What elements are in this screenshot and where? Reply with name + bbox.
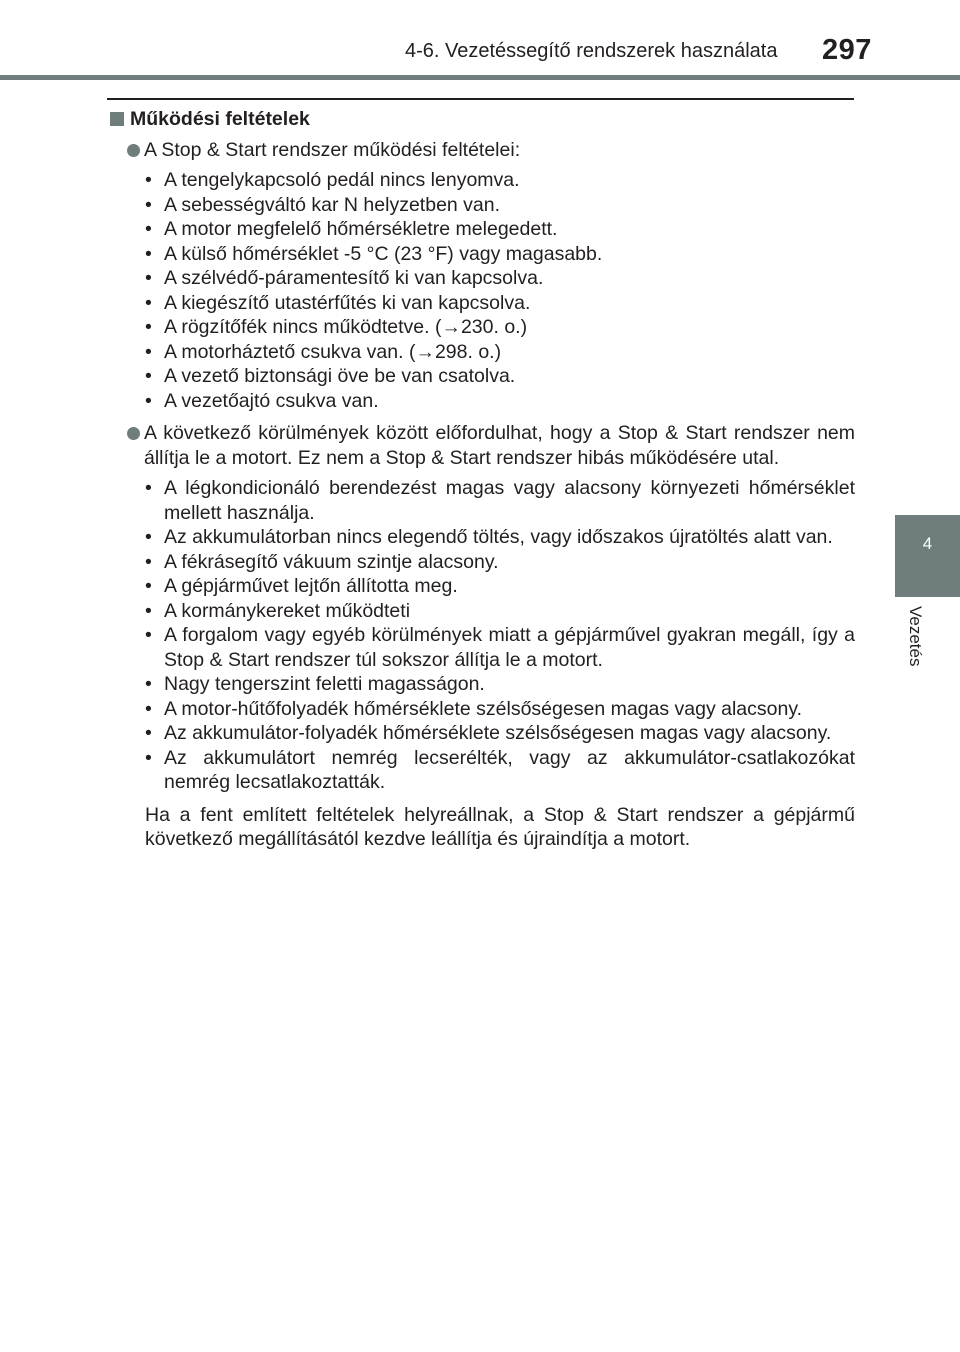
bullet-item: • A szélvédő-páramentesítő ki van kapcsolva. [145, 266, 855, 291]
bullet-item: • A forgalom vagy egyéb körülmények miatt a gépjárművel gyakran megáll, így a Stop & Start rendszer túl sokszor állítja le a motort. [145, 624, 855, 671]
bullet-item: • A motorháztető csukva van. (→298. o.) [145, 340, 855, 365]
bullet-item: • A külső hőmérséklet -5 °C (23 °F) vagy magasabb. [145, 242, 855, 267]
list-item [107, 421, 855, 470]
page-number: 297 [822, 34, 872, 66]
header-title: 4-6. Vezetéssegítő rendszerek használata [405, 40, 778, 62]
bullet-text: A gépjárművet lejtőn állította meg. [164, 575, 458, 597]
bullet-text: A sebességváltó kar N helyzetben van. [164, 193, 501, 216]
bullet-text: A motorháztető csukva van. (→298. o.) [164, 340, 502, 363]
bullet-item: • A fékrásegítő vákuum szintje alacsony. [145, 550, 855, 575]
bullet-list [107, 476, 855, 795]
chapter-tab-label: Vezetés [906, 606, 925, 667]
bullet-text: A külső hőmérséklet -5 °C (23 °F) vagy magasabb. [164, 242, 603, 265]
bullet-item: • A gépjárművet lejtőn állította meg. [145, 574, 855, 599]
bullet-text: A tengelykapcsoló pedál nincs lenyomva. [164, 169, 520, 191]
bullet-text: A vezetőajtó csukva van. [164, 389, 379, 412]
bullet-text: A kiegészítő utastérfűtés ki van kapcsolva. [164, 291, 531, 314]
bullet-item: • A vezető biztonsági öve be van csatolva. [145, 364, 855, 389]
item-text: A következő körülmények között előfordulhat, hogy a Stop & Start rendszer nem állítja le a motort. Ez nem a Stop & Start rendszer hibás működésére utal. [144, 422, 855, 469]
item-text: A Stop & Start rendszer működési feltételei: [144, 138, 521, 161]
bullet-text: Az akkumulátorban nincs elegendő töltés, vagy időszakos újratöltés alatt van. [164, 526, 833, 548]
bullet-item: • Az akkumulátorban nincs elegendő töltés, vagy időszakos újratöltés alatt van. [145, 525, 855, 550]
bullet-item: • A tengelykapcsoló pedál nincs lenyomva. [145, 168, 855, 193]
square-bullet-icon [110, 112, 124, 126]
bullet-item: • A kiegészítő utastérfűtés ki van kapcsolva. [145, 291, 855, 316]
circle-bullet-icon [127, 144, 140, 157]
header-rule [0, 75, 960, 80]
bullet-item: • A légkondicionáló berendezést magas vagy alacsony környezeti hőmérséklet mellett használja. [145, 477, 855, 524]
chapter-tab [895, 515, 960, 597]
list-item [107, 138, 855, 163]
bullet-text: Az akkumulátort nemrég lecserélték, vagy az akkumulátor-csatlakozókat nemrég lecsatlakoztatták. [164, 746, 855, 793]
bullet-list [107, 168, 855, 413]
bullet-item: • A sebességváltó kar N helyzetben van. [145, 193, 855, 218]
bullet-text: A vezető biztonsági öve be van csatolva. [164, 365, 516, 387]
content [107, 107, 855, 852]
chapter-tab-number: 4 [922, 534, 933, 553]
bullet-text: Az akkumulátor-folyadék hőmérséklete szélsőségesen magas vagy alacsony. [164, 722, 832, 744]
bullet-text: A forgalom vagy egyéb körülmények miatt a gépjárművel gyakran megáll, így a Stop & Start rendszer túl sokszor állítja le a motort. [164, 624, 855, 671]
bullet-text: A rögzítőfék nincs működtetve. (→230. o.) [164, 316, 528, 338]
bullet-item: • A rögzítőfék nincs működtetve. (→230. o.) [145, 315, 855, 340]
bullet-text: A motor megfelelő hőmérsékletre melegedett. [164, 218, 558, 240]
bullet-item: • Nagy tengerszint feletti magasságon. [145, 672, 855, 697]
bullet-text: Nagy tengerszint feletti magasságon. [164, 673, 485, 695]
bullet-text: A motor-hűtőfolyadék hőmérséklete szélsőségesen magas vagy alacsony. [164, 697, 803, 720]
bullet-item: • A motor-hűtőfolyadék hőmérséklete szélsőségesen magas vagy alacsony. [145, 697, 855, 722]
bullet-item: • A vezetőajtó csukva van. [145, 389, 855, 414]
bullet-text: A légkondicionáló berendezést magas vagy alacsony környezeti hőmérséklet mellett használja. [164, 477, 855, 524]
bullet-text: A kormánykereket működteti [164, 599, 411, 622]
section-rule [107, 98, 854, 100]
bullet-item: • Az akkumulátor-folyadék hőmérséklete szélsőségesen magas vagy alacsony. [145, 721, 855, 746]
bullet-text: A fékrásegítő vákuum szintje alacsony. [164, 550, 499, 573]
section-heading [107, 107, 855, 132]
bullet-item: • A kormánykereket működteti [145, 599, 855, 624]
bullet-item: • Az akkumulátort nemrég lecserélték, vagy az akkumulátor-csatlakozókat nemrég lecsatlakoztatták. [145, 746, 855, 793]
bullet-text: A szélvédő-páramentesítő ki van kapcsolva. [164, 267, 544, 289]
section-heading-text: Működési feltételek [130, 108, 310, 130]
closing-note: Ha a fent említett feltételek helyreállnak, a Stop & Start rendszer a gépjármű következő megállításától kezdve leállítja és újraindítja a motort. [145, 803, 855, 850]
bullet-item: • A motor megfelelő hőmérsékletre melegedett. [145, 217, 855, 242]
circle-bullet-icon [127, 427, 140, 440]
